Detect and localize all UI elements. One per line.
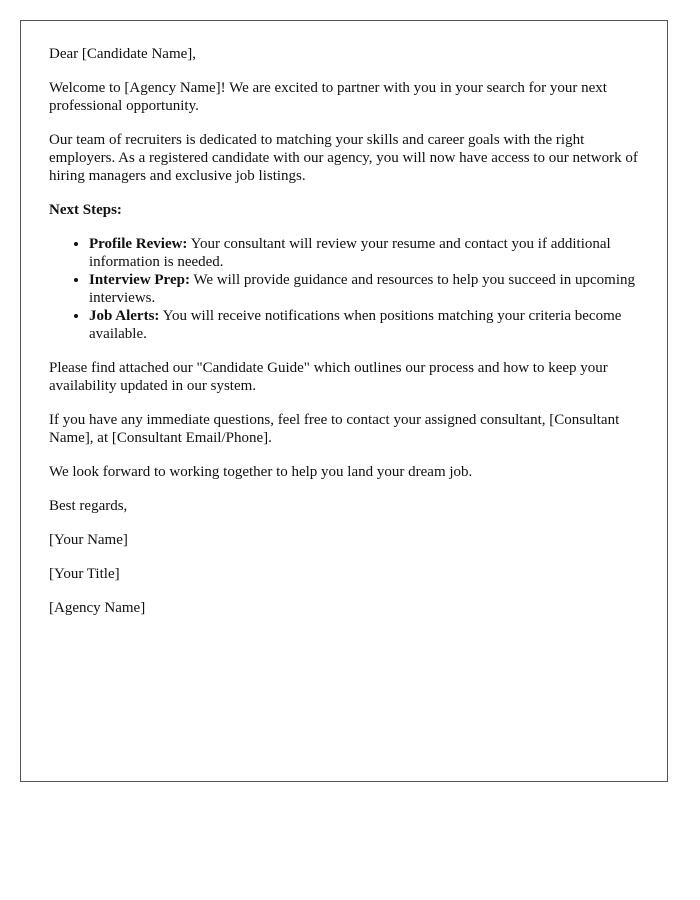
next-steps-heading: Next Steps: xyxy=(49,202,122,218)
next-steps-list xyxy=(49,235,647,343)
list-item xyxy=(89,235,647,271)
guide-paragraph: Please find attached our "Candidate Guide" which outlines our process and how to keep your availability updated in our system. xyxy=(49,360,608,394)
step-text: Your consultant will review your resume and contact you if additional information is needed. xyxy=(89,236,611,270)
signature-name: [Your Name] xyxy=(49,532,128,548)
step-text: We will provide guidance and resources to help you succeed in upcoming interviews. xyxy=(89,272,636,306)
questions-paragraph: If you have any immediate questions, feel free to contact your assigned consultant, [Consultant Name], at [Consultant Email/Phone]. xyxy=(49,412,620,446)
list-item xyxy=(89,271,647,307)
team-paragraph: Our team of recruiters is dedicated to matching your skills and career goals with the right employers. As a registered candidate with our agency, you will now have access to our network of hiring managers and exclusive job listings. xyxy=(49,132,638,184)
sign-off: Best regards, xyxy=(49,498,128,514)
welcome-paragraph: Welcome to [Agency Name]! We are excited to partner with you in your search for your next professional opportunity. xyxy=(49,80,607,114)
step-text: You will receive notifications when positions matching your criteria become available. xyxy=(89,308,622,342)
letter-body xyxy=(20,20,668,782)
step-title: Job Alerts: xyxy=(89,308,160,324)
signature-title: [Your Title] xyxy=(49,566,120,582)
salutation: Dear [Candidate Name], xyxy=(49,46,197,62)
signature-agency: [Agency Name] xyxy=(49,600,146,616)
closing-line: We look forward to working together to help you land your dream job. xyxy=(49,464,473,480)
step-title: Interview Prep: xyxy=(89,272,190,288)
step-title: Profile Review: xyxy=(89,236,188,252)
signature-block xyxy=(49,531,647,617)
list-item xyxy=(89,307,647,343)
